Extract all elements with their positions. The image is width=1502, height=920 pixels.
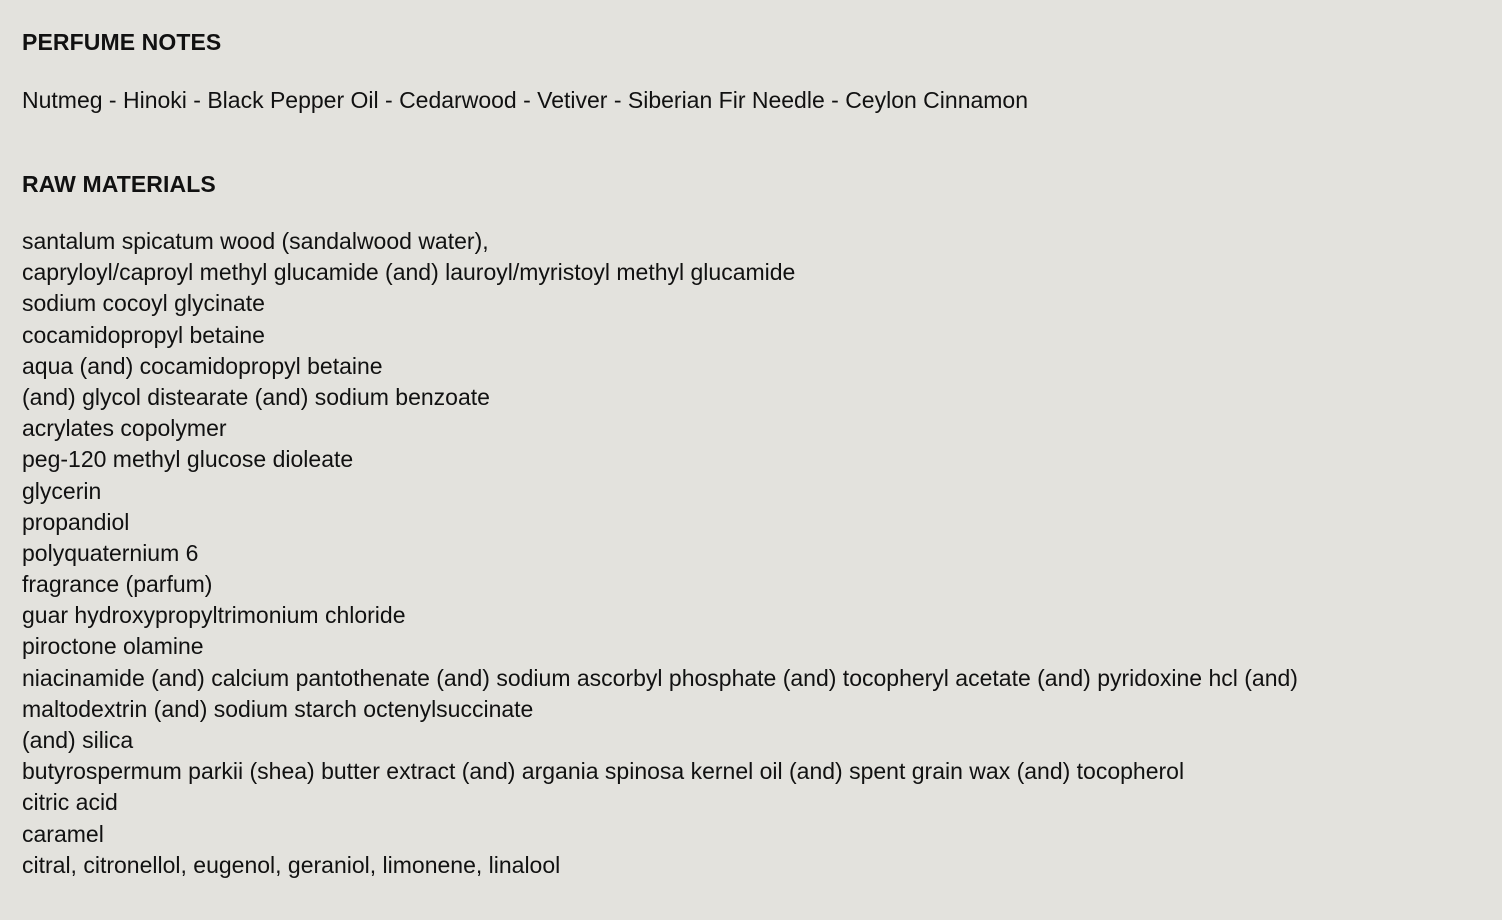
raw-material-item: maltodextrin (and) sodium starch octenylsuccinate — [22, 695, 534, 722]
raw-material-item: polyquaternium 6 — [22, 539, 199, 566]
perfume-notes-heading: PERFUME NOTES — [22, 29, 222, 55]
raw-materials-list — [22, 226, 1298, 881]
raw-material-item: propandiol — [22, 508, 130, 535]
raw-material-item: (and) glycol distearate (and) sodium benzoate — [22, 383, 490, 410]
raw-material-item: caramel — [22, 820, 104, 847]
raw-material-item: (and) silica — [22, 727, 134, 753]
raw-material-item: peg-120 methyl glucose dioleate — [22, 446, 354, 473]
raw-material-item: niacinamide (and) calcium pantothenate (and) sodium ascorbyl phosphate (and) tocopheryl acetate (and) pyridoxine hcl (and) — [22, 664, 1298, 691]
raw-material-item: santalum spicatum wood (sandalwood water), — [22, 228, 489, 254]
raw-material-item: butyrospermum parkii (shea) butter extract (and) argania spinosa kernel oil (and) spent grain wax (and) tocopherol — [22, 758, 1185, 785]
raw-material-item: aqua (and) cocamidopropyl betaine — [22, 352, 383, 379]
raw-material-item: capryloyl/caproyl methyl glucamide (and) lauroyl/myristoyl methyl glucamide — [22, 259, 796, 286]
raw-materials-heading: RAW MATERIALS — [22, 171, 216, 197]
raw-material-item: guar hydroxypropyltrimonium chloride — [22, 602, 406, 629]
product-ingredients-page — [22, 0, 1502, 920]
raw-material-item: citric acid — [22, 789, 118, 816]
raw-material-item: glycerin — [22, 477, 102, 504]
raw-material-item: acrylates copolymer — [22, 415, 227, 442]
raw-material-item: sodium cocoyl glycinate — [22, 290, 265, 317]
raw-material-item: cocamidopropyl betaine — [22, 321, 265, 348]
raw-material-item: fragrance (parfum) — [22, 571, 213, 598]
raw-material-item: piroctone olamine — [22, 633, 204, 660]
raw-material-item: citral, citronellol, eugenol, geraniol, limonene, linalool — [22, 851, 561, 878]
perfume-notes-text: Nutmeg - Hinoki - Black Pepper Oil - Cedarwood - Vetiver - Siberian Fir Needle - Ceylon Cinnamon — [22, 87, 1029, 113]
